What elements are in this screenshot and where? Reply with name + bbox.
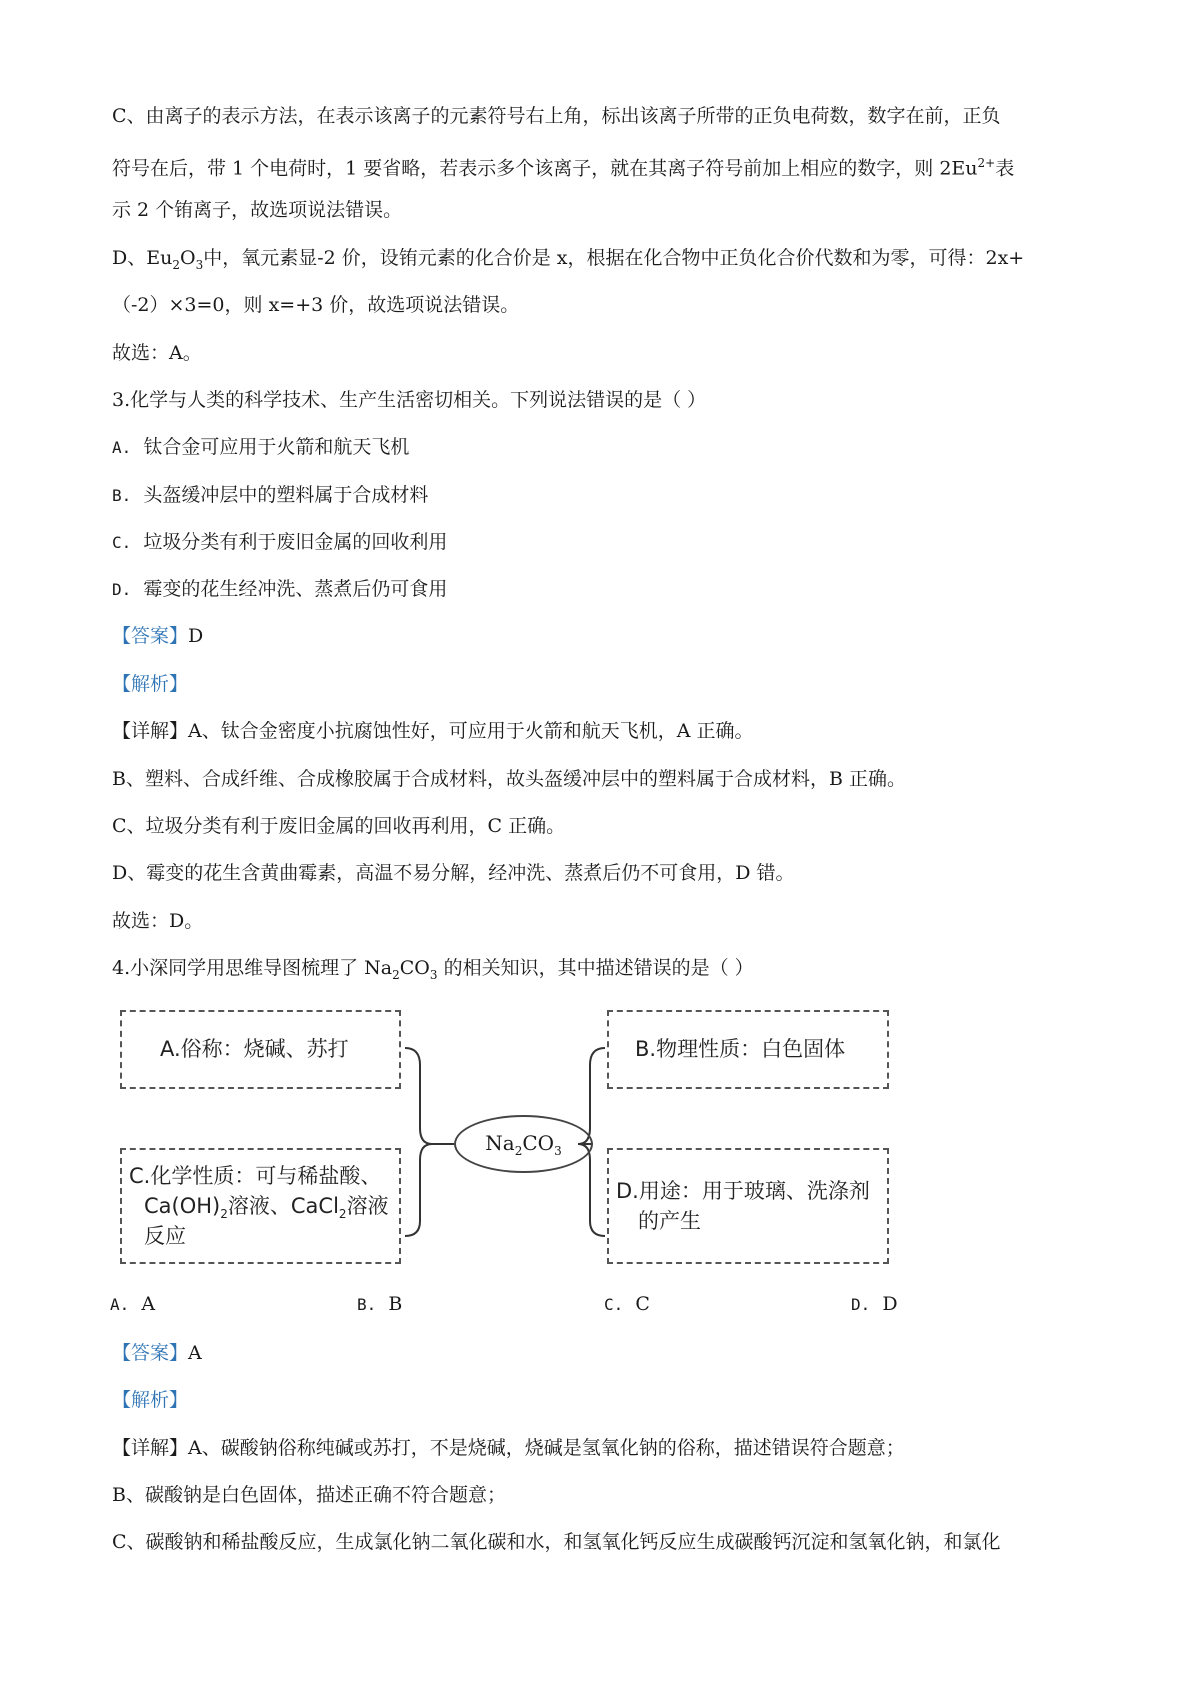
q4-option-b: B. B bbox=[357, 1293, 403, 1315]
q4-option-a: A. A bbox=[110, 1293, 156, 1315]
q3-detail-2: B、塑料、合成纤维、合成橡胶属于合成材料，故头盔缓冲层中的塑料属于合成材料，B 正确。 bbox=[112, 768, 906, 790]
mindmap-box-c: C.化学性质：可与稀盐酸、 $Ca(OH)_2$溶液、CaCl$_2$溶液 反应 bbox=[120, 1148, 401, 1264]
mindmap-box-a: A.俗称：烧碱、苏打 bbox=[120, 1010, 401, 1089]
q3-option-a: A. 钛合金可应用于火箭和航天飞机 bbox=[112, 436, 410, 458]
q3-analysis-tag: 【解析】 bbox=[112, 673, 189, 695]
q4-option-c: C. C bbox=[604, 1293, 650, 1315]
q3-detail-4: D、霉变的花生含黄曲霉素，高温不易分解，经冲洗、蒸煮后仍不可食用，D 错。 bbox=[112, 862, 795, 884]
q4-option-d: D. D bbox=[851, 1293, 898, 1315]
q4-analysis-tag: 【解析】 bbox=[112, 1389, 189, 1411]
prev-analysis-d-line1: D、$Eu_2O_3$中，氧元素显-2 价，设铕元素的化合价是 x，根据在化合物中正负化合价代数和为零，可得：2x+ bbox=[112, 247, 1025, 272]
prev-analysis-d-line2: （-2）×3=0，则 x=+3 价，故选项说法错误。 bbox=[112, 294, 520, 316]
prev-analysis-c-line2: 符号在后，带 1 个电荷时，1 要省略，若表示多个该离子，就在其离子符号前加上相应的数字，则 $2Eu^{2+}$表 bbox=[112, 156, 1015, 180]
prev-analysis-c-line3: 示 2 个铕离子，故选项说法错误。 bbox=[112, 199, 403, 221]
q3-conclusion: 故选：D。 bbox=[112, 910, 204, 932]
q3-detail-3: C、垃圾分类有利于废旧金属的回收再利用，C 正确。 bbox=[112, 815, 566, 837]
q3-option-c: C. 垃圾分类有利于废旧金属的回收利用 bbox=[112, 531, 448, 553]
prev-analysis-c-line1: C、由离子的表示方法，在表示该离子的元素符号右上角，标出该离子所带的正负电荷数，数字在前，正负 bbox=[112, 105, 1001, 127]
q3-detail-1: 【详解】A、钛合金密度小抗腐蚀性好，可应用于火箭和航天飞机，A 正确。 bbox=[112, 720, 754, 742]
q4-stem: 4.小深同学用思维导图梳理了 $Na_2CO_3$ 的相关知识，其中描述错误的是（ ） bbox=[112, 957, 754, 982]
q3-option-b: B. 头盔缓冲层中的塑料属于合成材料 bbox=[112, 484, 429, 506]
prev-conclusion: 故选：A。 bbox=[112, 342, 202, 364]
q4-detail-1: 【详解】A、碳酸钠俗称纯碱或苏打，不是烧碱，烧碱是氢氧化钠的俗称，描述错误符合题意； bbox=[112, 1437, 905, 1459]
q4-detail-3: C、碳酸钠和稀盐酸反应，生成氯化钠二氧化碳和水，和氢氧化钙反应生成碳酸钙沉淀和氢氧化钠，和氯化 bbox=[112, 1531, 1001, 1553]
q3-stem: 3.化学与人类的科学技术、生产生活密切相关。下列说法错误的是（ ） bbox=[112, 389, 707, 411]
mindmap-box-d: D.用途：用于玻璃、洗涤剂 的产生 bbox=[607, 1148, 889, 1264]
q4-answer: 【答案】A bbox=[112, 1342, 202, 1364]
mindmap-center-na2co3: $Na_2CO_3$ bbox=[454, 1115, 593, 1173]
mindmap-box-b: B.物理性质：白色固体 bbox=[607, 1010, 889, 1089]
left-brace bbox=[405, 1048, 432, 1236]
q3-option-d: D. 霉变的花生经冲洗、蒸煮后仍可食用 bbox=[112, 578, 448, 600]
q4-detail-2: B、碳酸钠是白色固体，描述正确不符合题意； bbox=[112, 1484, 506, 1506]
q3-answer: 【答案】D bbox=[112, 625, 204, 647]
